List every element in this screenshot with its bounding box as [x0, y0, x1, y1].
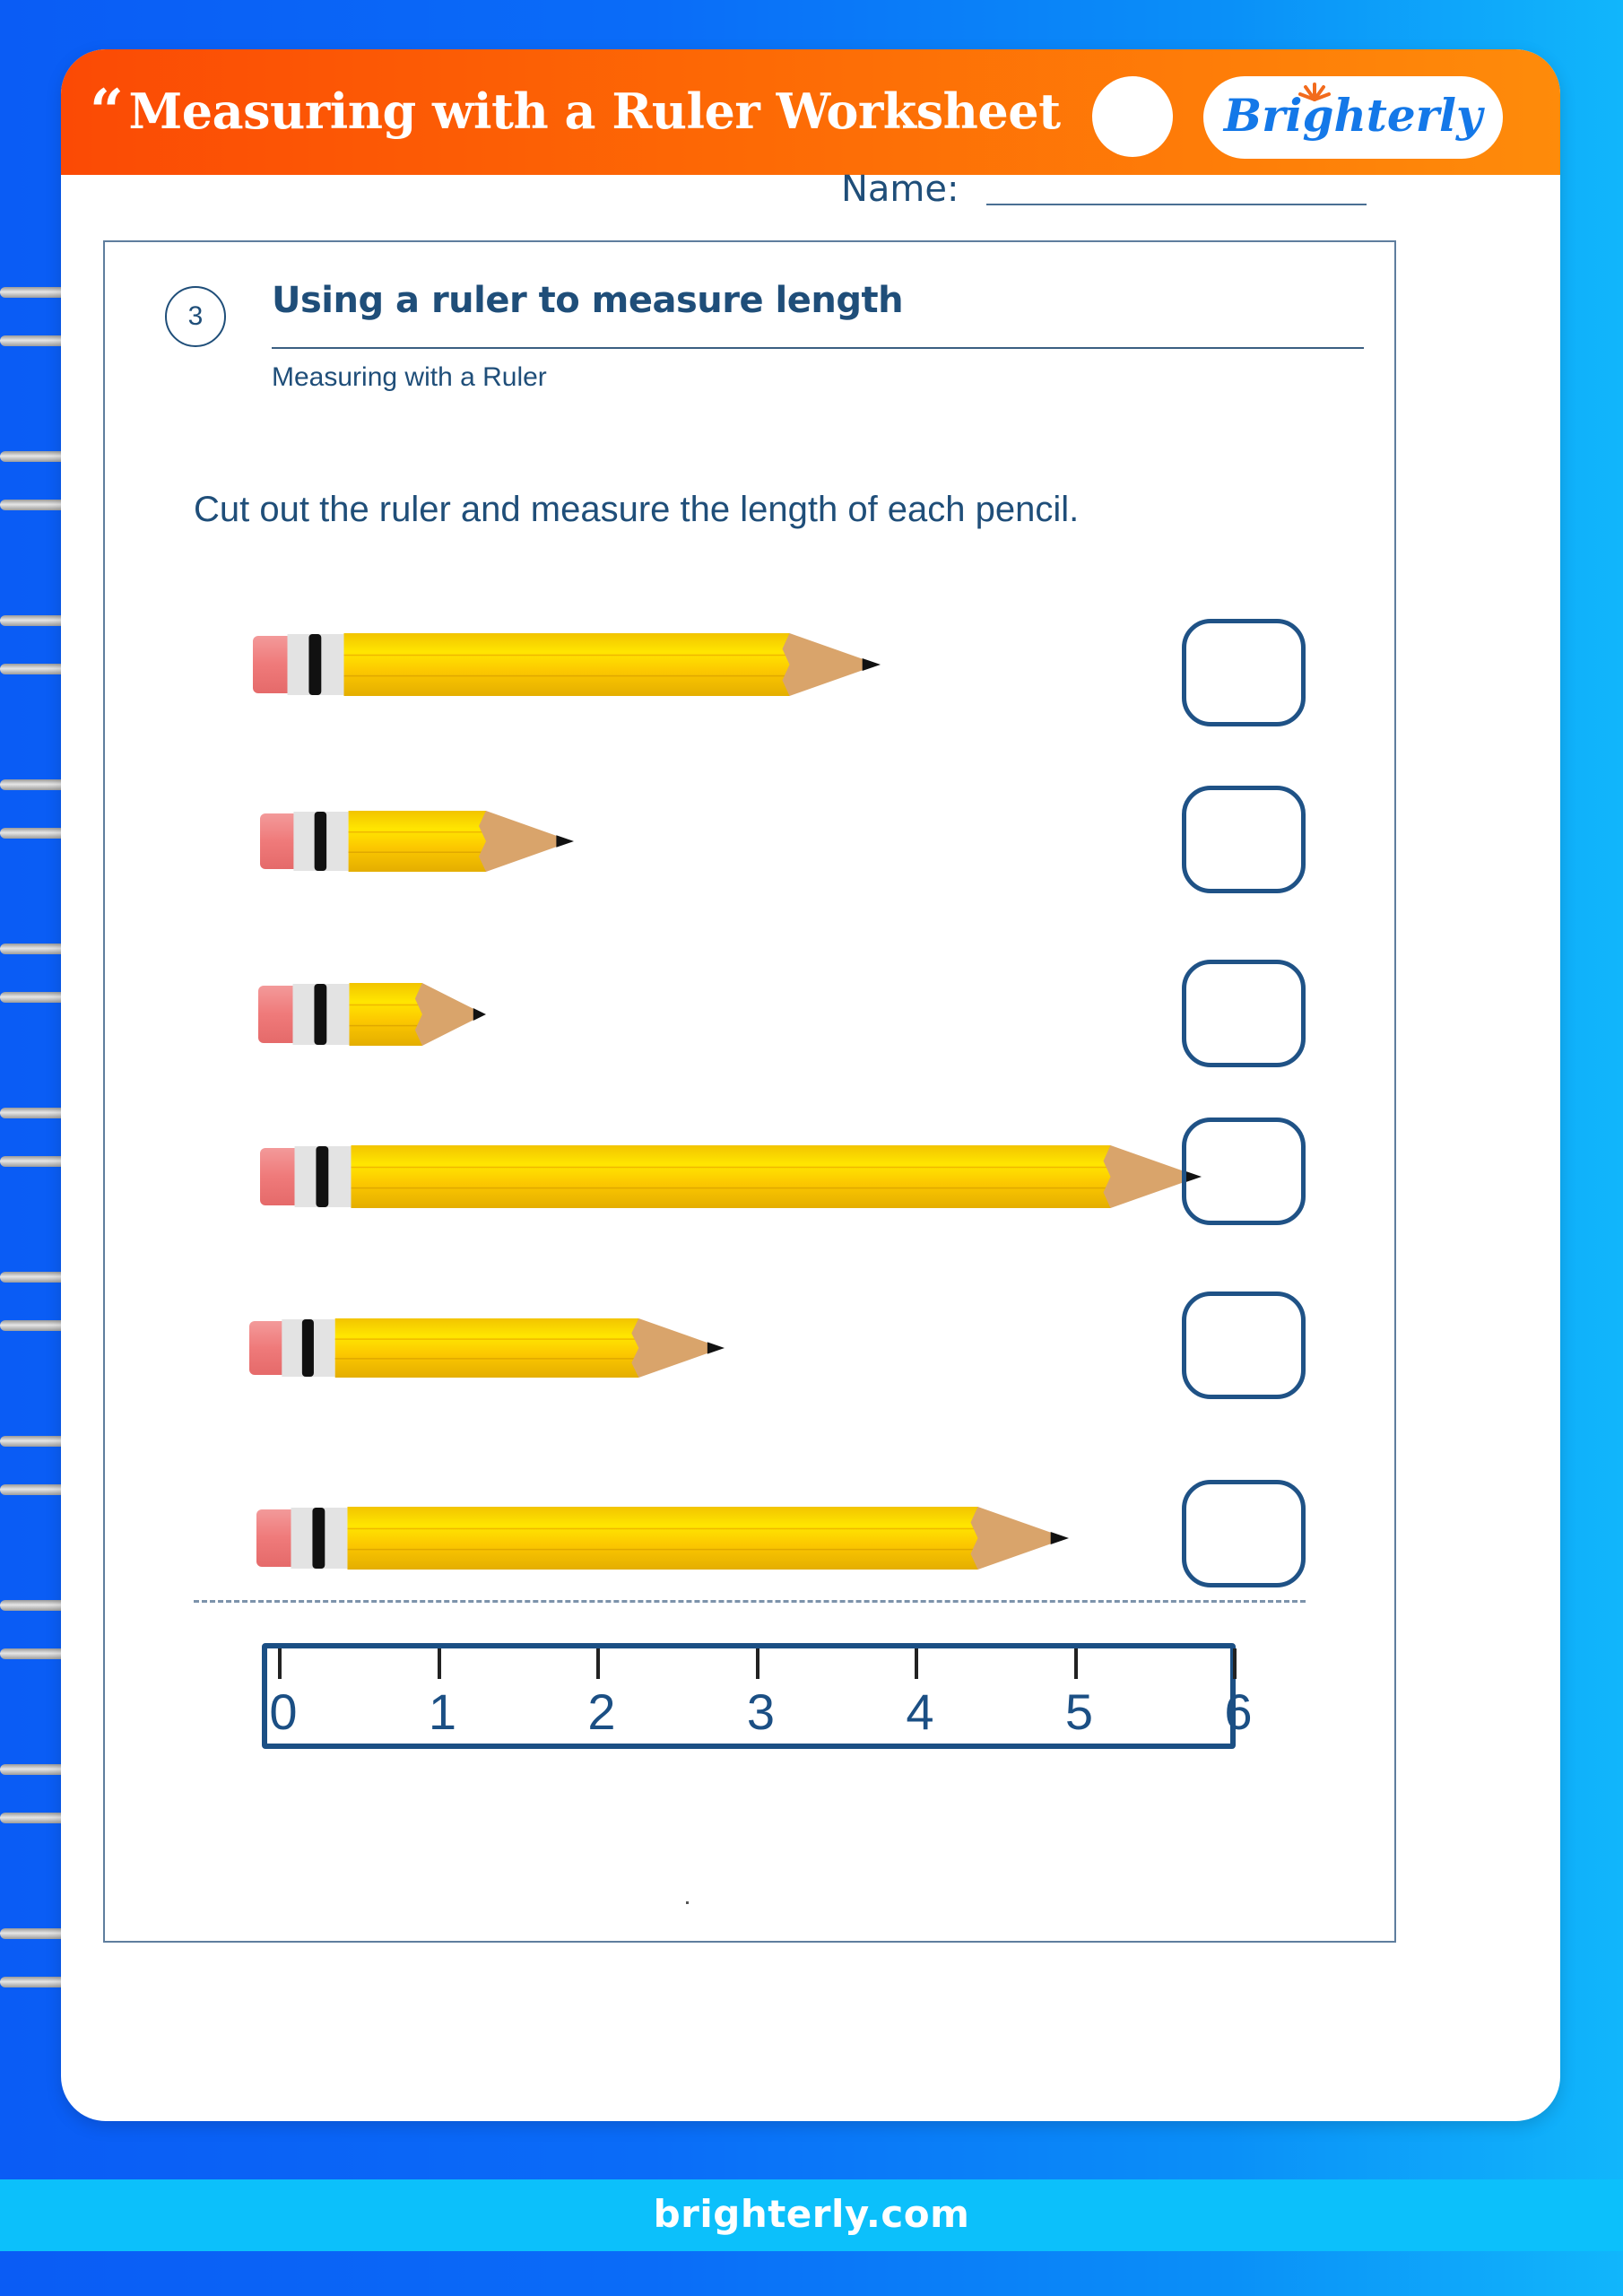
worksheet-header	[61, 49, 1560, 175]
name-label: Name:	[841, 169, 959, 210]
pencil-image-6	[256, 1507, 1069, 1574]
section-divider	[272, 347, 1364, 349]
ruler-label-1: 1	[428, 1683, 457, 1740]
ruler-tick	[1233, 1648, 1237, 1679]
section-number-badge: 3	[165, 286, 226, 347]
pencil-image-2	[260, 811, 574, 876]
pencil-image-5	[249, 1318, 725, 1382]
quote-icon: “	[90, 76, 124, 146]
section-title: Using a ruler to measure length	[272, 280, 904, 321]
ruler-label-2: 2	[587, 1683, 616, 1740]
ruler-label-4: 4	[906, 1683, 934, 1740]
answer-box-5[interactable]	[1182, 1292, 1306, 1399]
answer-box-6[interactable]	[1182, 1480, 1306, 1587]
answer-box-1[interactable]	[1182, 619, 1306, 726]
answer-box-3[interactable]	[1182, 960, 1306, 1067]
footer-band	[0, 2179, 1623, 2251]
ruler[interactable]	[262, 1643, 1253, 1749]
instruction-text: Cut out the ruler and measure the length of each pencil.	[194, 490, 1080, 529]
name-input-line[interactable]	[986, 204, 1367, 205]
ruler-label-0: 0	[269, 1683, 298, 1740]
header-circle-decoration	[1092, 76, 1173, 157]
pencil-image-1	[253, 633, 881, 700]
ruler-tick	[756, 1648, 759, 1679]
pencil-image-3	[258, 983, 486, 1050]
ruler-label-6: 6	[1224, 1683, 1253, 1740]
worksheet-title: “ Measuring with a Ruler Worksheet	[90, 76, 1061, 146]
ruler-label-5: 5	[1064, 1683, 1094, 1740]
footer-url[interactable]: brighterly.com	[653, 2192, 970, 2236]
pencil-image-4	[260, 1145, 1202, 1213]
answer-box-2[interactable]	[1182, 786, 1306, 893]
stray-dot	[686, 1901, 689, 1904]
section-subtitle: Measuring with a Ruler	[272, 362, 547, 392]
brighterly-logo[interactable]	[1203, 76, 1503, 159]
ruler-tick	[596, 1648, 600, 1679]
ruler-tick	[278, 1648, 282, 1679]
cut-dashed-line	[194, 1600, 1306, 1603]
ruler-label-3: 3	[746, 1683, 776, 1740]
logo-text: Brighterly	[1223, 89, 1483, 142]
ruler-tick	[438, 1648, 441, 1679]
answer-box-4[interactable]	[1182, 1118, 1306, 1225]
ruler-tick	[915, 1648, 918, 1679]
ruler-tick	[1074, 1648, 1078, 1679]
